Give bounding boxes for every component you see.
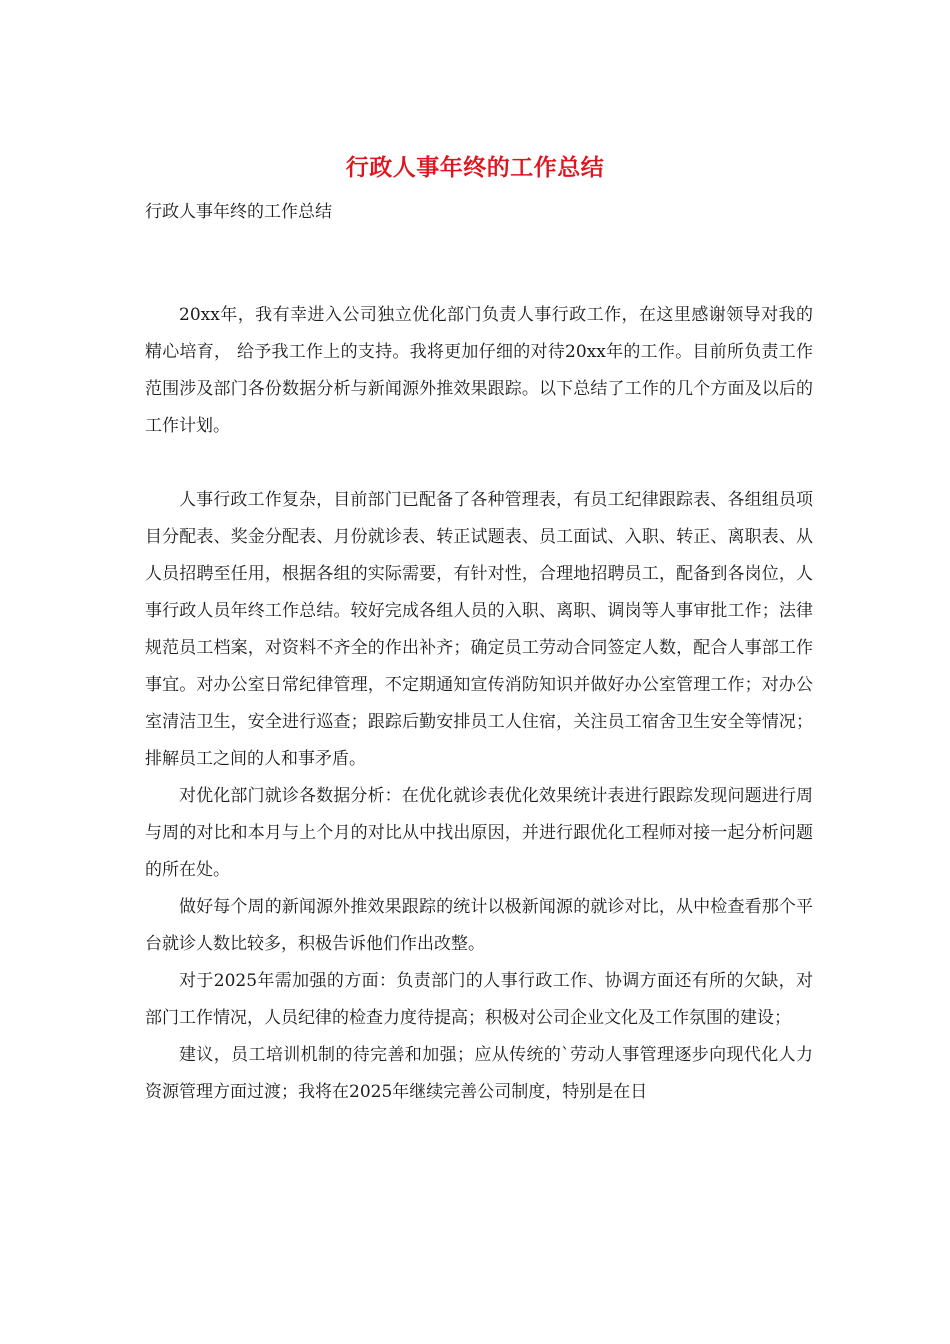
paragraph-intro: 20xx年，我有幸进入公司独立优化部门负责人事行政工作，在这里感谢领导对我的精心培育， 给予我工作上的支持。我将更加仔细的对待20xx年的工作。目前所负责工作范围涉及部门各份数据分析与新闻源外推效果跟踪。以下总结了工作的几个方面及以后的工作计划。 xyxy=(145,305,813,436)
document-subtitle: 行政人事年终的工作总结 xyxy=(145,202,332,222)
paragraph-data-analysis: 对优化部门就诊各数据分析：在优化就诊表优化效果统计表进行跟踪发现问题进行周与周的对比和本月与上个月的对比从中找出原因，并进行跟优化工程师对接一起分析问题的所在处。 xyxy=(145,786,813,880)
paragraph-suggestions: 建议，员工培训机制的待完善和加强；应从传统的`劳动人事管理逐步向现代化人力资源管理方面过渡；我将在2025年继续完善公司制度，特别是在日 xyxy=(145,1045,813,1102)
document-body xyxy=(145,297,813,1111)
paragraph-improvements: 对于2025年需加强的方面：负责部门的人事行政工作、协调方面还有所的欠缺，对部门工作情况，人员纪律的检查力度待提高；积极对公司企业文化及工作氛围的建设； xyxy=(145,971,813,1028)
paragraph-hr-admin: 人事行政工作复杂，目前部门已配备了各种管理表，有员工纪律跟踪表、各组组员项目分配表、奖金分配表、月份就诊表、转正试题表、员工面试、入职、转正、离职表、从人员招聘至任用，根据各组的实际需要，有针对性，合理地招聘员工，配备到各岗位，人事行政人员年终工作总结。较好完成各组人员的入职、离职、调岗等人事审批工作；法律规范员工档案，对资料不齐全的作出补齐；确定员工劳动合同签定人数，配合人事部工作事宜。对办公室日常纪律管理，不定期通知宣传消防知识并做好办公室管理工作；对办公室清洁卫生，安全进行巡查；跟踪后勤安排员工人住宿，关注员工宿舍卫生安全等情况；排解员工之间的人和事矛盾。 xyxy=(145,490,813,769)
document-title: 行政人事年终的工作总结 xyxy=(345,154,605,181)
paragraph-news-tracking: 做好每个周的新闻源外推效果跟踪的统计以极新闻源的就诊对比，从中检查看那个平台就诊人数比较多，积极告诉他们作出改整。 xyxy=(145,897,813,954)
